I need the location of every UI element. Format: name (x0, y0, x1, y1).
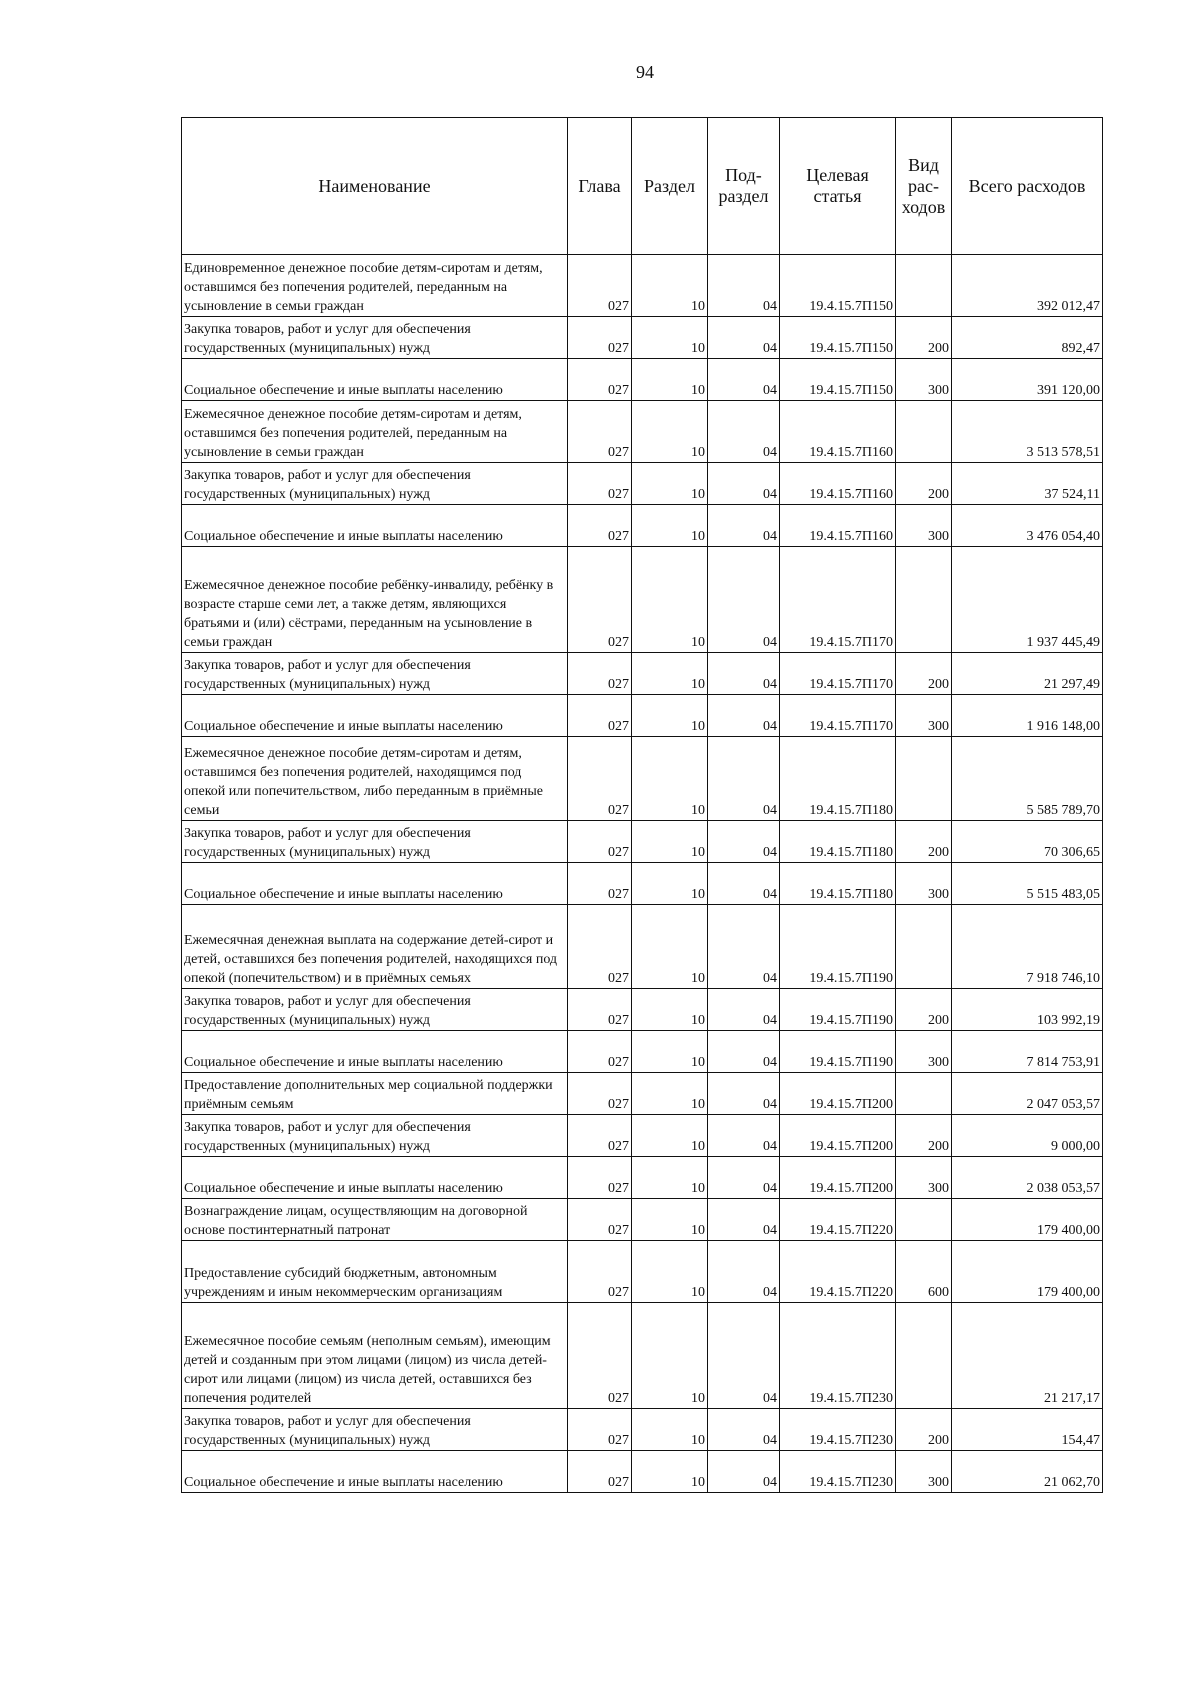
row-razdel: 10 (632, 1073, 708, 1115)
row-celevaya-statya: 19.4.15.7П150 (780, 317, 896, 359)
table-row (182, 1409, 1103, 1451)
row-name: Социальное обеспечение и иные выплаты населению (182, 505, 568, 547)
row-celevaya-statya: 19.4.15.7П160 (780, 505, 896, 547)
row-total: 7 814 753,91 (952, 1031, 1103, 1073)
row-total: 3 513 578,51 (952, 401, 1103, 463)
row-name: Социальное обеспечение и иные выплаты населению (182, 1451, 568, 1493)
row-vid-rashodov (896, 1303, 952, 1409)
row-podrazdel: 04 (708, 1031, 780, 1073)
row-total: 1 937 445,49 (952, 547, 1103, 653)
row-podrazdel: 04 (708, 737, 780, 821)
row-celevaya-statya: 19.4.15.7П160 (780, 463, 896, 505)
row-razdel: 10 (632, 401, 708, 463)
page-number: 94 (636, 62, 654, 82)
row-name: Закупка товаров, работ и услуг для обеспечения государственных (муниципальных) нужд (182, 653, 568, 695)
row-razdel: 10 (632, 317, 708, 359)
header-podrazdel: Под- раздел (708, 118, 780, 255)
row-podrazdel: 04 (708, 1073, 780, 1115)
row-vid-rashodov: 300 (896, 1157, 952, 1199)
row-podrazdel: 04 (708, 463, 780, 505)
row-vid-rashodov: 200 (896, 1409, 952, 1451)
row-glava: 027 (568, 359, 632, 401)
row-total: 2 047 053,57 (952, 1073, 1103, 1115)
row-vid-rashodov (896, 401, 952, 463)
row-name: Социальное обеспечение и иные выплаты населению (182, 1031, 568, 1073)
row-celevaya-statya: 19.4.15.7П170 (780, 547, 896, 653)
row-razdel: 10 (632, 695, 708, 737)
row-glava: 027 (568, 1451, 632, 1493)
row-celevaya-statya: 19.4.15.7П180 (780, 737, 896, 821)
row-razdel: 10 (632, 737, 708, 821)
row-razdel: 10 (632, 1031, 708, 1073)
header-name: Наименование (182, 118, 568, 255)
row-podrazdel: 04 (708, 1409, 780, 1451)
row-celevaya-statya: 19.4.15.7П150 (780, 255, 896, 317)
row-podrazdel: 04 (708, 1157, 780, 1199)
row-vid-rashodov: 200 (896, 317, 952, 359)
row-total: 7 918 746,10 (952, 905, 1103, 989)
row-razdel: 10 (632, 1303, 708, 1409)
row-celevaya-statya: 19.4.15.7П220 (780, 1199, 896, 1241)
row-name: Социальное обеспечение и иные выплаты населению (182, 695, 568, 737)
row-celevaya-statya: 19.4.15.7П160 (780, 401, 896, 463)
row-vid-rashodov: 200 (896, 989, 952, 1031)
row-total: 392 012,47 (952, 255, 1103, 317)
row-podrazdel: 04 (708, 547, 780, 653)
row-vid-rashodov: 200 (896, 653, 952, 695)
row-glava: 027 (568, 317, 632, 359)
table-row (182, 1157, 1103, 1199)
row-name: Предоставление субсидий бюджетным, автономным учреждениям и иным некоммерческим организациям (182, 1241, 568, 1303)
table-row (182, 317, 1103, 359)
row-razdel: 10 (632, 989, 708, 1031)
table-row (182, 1115, 1103, 1157)
row-vid-rashodov: 300 (896, 505, 952, 547)
row-name: Ежемесячная денежная выплата на содержание детей-сирот и детей, оставшихся без попечения родителей, находящихся под опекой (попечительством) и в приёмных семьях (182, 905, 568, 989)
row-razdel: 10 (632, 255, 708, 317)
row-name: Ежемесячное денежное пособие ребёнку-инвалиду, ребёнку в возрасте старше семи лет, а также детям, являющихся братьями и (или) сёстрами, переданным на усыновление в семьи граждан (182, 547, 568, 653)
row-total: 5 515 483,05 (952, 863, 1103, 905)
row-total: 2 038 053,57 (952, 1157, 1103, 1199)
row-podrazdel: 04 (708, 695, 780, 737)
expenditure-table (181, 117, 1103, 1493)
row-podrazdel: 04 (708, 1241, 780, 1303)
row-razdel: 10 (632, 505, 708, 547)
row-total: 5 585 789,70 (952, 737, 1103, 821)
row-razdel: 10 (632, 821, 708, 863)
row-celevaya-statya: 19.4.15.7П190 (780, 1031, 896, 1073)
row-glava: 027 (568, 255, 632, 317)
row-razdel: 10 (632, 1451, 708, 1493)
row-celevaya-statya: 19.4.15.7П190 (780, 989, 896, 1031)
row-vid-rashodov: 200 (896, 1115, 952, 1157)
row-glava: 027 (568, 653, 632, 695)
row-total: 179 400,00 (952, 1199, 1103, 1241)
row-podrazdel: 04 (708, 863, 780, 905)
row-podrazdel: 04 (708, 989, 780, 1031)
row-podrazdel: 04 (708, 905, 780, 989)
row-name: Закупка товаров, работ и услуг для обеспечения государственных (муниципальных) нужд (182, 1409, 568, 1451)
row-total: 9 000,00 (952, 1115, 1103, 1157)
table-row (182, 359, 1103, 401)
row-vid-rashodov: 300 (896, 695, 952, 737)
row-podrazdel: 04 (708, 1451, 780, 1493)
header-razdel: Раздел (632, 118, 708, 255)
row-razdel: 10 (632, 653, 708, 695)
table-row (182, 1199, 1103, 1241)
row-vid-rashodov (896, 737, 952, 821)
table-row (182, 1241, 1103, 1303)
row-podrazdel: 04 (708, 401, 780, 463)
row-name: Ежемесячное пособие семьям (неполным семьям), имеющим детей и созданным при этом лицами (лицом) из числа детей-сирот или лицами (лицом) из числа детей, оставшихся без попечения родителей (182, 1303, 568, 1409)
row-total: 21 217,17 (952, 1303, 1103, 1409)
row-podrazdel: 04 (708, 359, 780, 401)
row-glava: 027 (568, 989, 632, 1031)
row-glava: 027 (568, 695, 632, 737)
table-row (182, 989, 1103, 1031)
row-total: 21 062,70 (952, 1451, 1103, 1493)
row-name: Социальное обеспечение и иные выплаты населению (182, 863, 568, 905)
row-glava: 027 (568, 505, 632, 547)
table-row (182, 255, 1103, 317)
row-razdel: 10 (632, 1115, 708, 1157)
row-glava: 027 (568, 1031, 632, 1073)
row-total: 3 476 054,40 (952, 505, 1103, 547)
row-celevaya-statya: 19.4.15.7П200 (780, 1157, 896, 1199)
row-name: Вознаграждение лицам, осуществляющим на договорной основе постинтернатный патронат (182, 1199, 568, 1241)
header-celevaya-statya: Целевая статья (780, 118, 896, 255)
row-razdel: 10 (632, 359, 708, 401)
row-vid-rashodov (896, 905, 952, 989)
row-glava: 027 (568, 401, 632, 463)
row-name: Предоставление дополнительных мер социальной поддержки приёмным семьям (182, 1073, 568, 1115)
table-row (182, 695, 1103, 737)
table-header-row (182, 118, 1103, 255)
row-name: Социальное обеспечение и иные выплаты населению (182, 359, 568, 401)
row-razdel: 10 (632, 1241, 708, 1303)
row-podrazdel: 04 (708, 821, 780, 863)
row-vid-rashodov: 300 (896, 1451, 952, 1493)
row-vid-rashodov (896, 547, 952, 653)
row-celevaya-statya: 19.4.15.7П180 (780, 821, 896, 863)
row-name: Социальное обеспечение и иные выплаты населению (182, 1157, 568, 1199)
row-name: Закупка товаров, работ и услуг для обеспечения государственных (муниципальных) нужд (182, 317, 568, 359)
table-row (182, 401, 1103, 463)
table-row (182, 463, 1103, 505)
row-celevaya-statya: 19.4.15.7П230 (780, 1409, 896, 1451)
row-glava: 027 (568, 1115, 632, 1157)
row-total: 391 120,00 (952, 359, 1103, 401)
table-row (182, 505, 1103, 547)
row-celevaya-statya: 19.4.15.7П190 (780, 905, 896, 989)
row-podrazdel: 04 (708, 255, 780, 317)
table-row (182, 821, 1103, 863)
row-vid-rashodov: 300 (896, 1031, 952, 1073)
row-celevaya-statya: 19.4.15.7П170 (780, 653, 896, 695)
row-podrazdel: 04 (708, 505, 780, 547)
row-vid-rashodov: 200 (896, 821, 952, 863)
row-name: Закупка товаров, работ и услуг для обеспечения государственных (муниципальных) нужд (182, 1115, 568, 1157)
row-total: 1 916 148,00 (952, 695, 1103, 737)
row-total: 37 524,11 (952, 463, 1103, 505)
row-razdel: 10 (632, 1409, 708, 1451)
row-glava: 027 (568, 821, 632, 863)
row-total: 154,47 (952, 1409, 1103, 1451)
row-razdel: 10 (632, 863, 708, 905)
row-celevaya-statya: 19.4.15.7П150 (780, 359, 896, 401)
row-total: 892,47 (952, 317, 1103, 359)
row-glava: 027 (568, 547, 632, 653)
row-podrazdel: 04 (708, 1303, 780, 1409)
row-razdel: 10 (632, 1157, 708, 1199)
header-vid-rashodov: Вид рас- ходов (896, 118, 952, 255)
row-vid-rashodov: 600 (896, 1241, 952, 1303)
header-glava: Глава (568, 118, 632, 255)
row-podrazdel: 04 (708, 1199, 780, 1241)
row-glava: 027 (568, 905, 632, 989)
row-glava: 027 (568, 1199, 632, 1241)
table-row (182, 737, 1103, 821)
row-total: 21 297,49 (952, 653, 1103, 695)
table-body (182, 255, 1103, 1493)
table-row (182, 653, 1103, 695)
row-glava: 027 (568, 463, 632, 505)
row-celevaya-statya: 19.4.15.7П200 (780, 1073, 896, 1115)
row-name: Закупка товаров, работ и услуг для обеспечения государственных (муниципальных) нужд (182, 821, 568, 863)
row-celevaya-statya: 19.4.15.7П180 (780, 863, 896, 905)
row-vid-rashodov: 300 (896, 863, 952, 905)
row-vid-rashodov: 300 (896, 359, 952, 401)
table-row (182, 1303, 1103, 1409)
row-celevaya-statya: 19.4.15.7П230 (780, 1303, 896, 1409)
table-row (182, 1031, 1103, 1073)
header-total: Всего расходов (952, 118, 1103, 255)
row-glava: 027 (568, 863, 632, 905)
row-total: 70 306,65 (952, 821, 1103, 863)
row-name: Ежемесячное денежное пособие детям-сиротам и детям, оставшимся без попечения родителей, переданным на усыновление в семьи граждан (182, 401, 568, 463)
row-name: Закупка товаров, работ и услуг для обеспечения государственных (муниципальных) нужд (182, 989, 568, 1031)
row-razdel: 10 (632, 905, 708, 989)
row-glava: 027 (568, 1157, 632, 1199)
table-row (182, 547, 1103, 653)
row-razdel: 10 (632, 1199, 708, 1241)
row-name: Единовременное денежное пособие детям-сиротам и детям, оставшимся без попечения родителей, переданным на усыновление в семьи граждан (182, 255, 568, 317)
row-celevaya-statya: 19.4.15.7П230 (780, 1451, 896, 1493)
row-razdel: 10 (632, 463, 708, 505)
row-podrazdel: 04 (708, 317, 780, 359)
row-podrazdel: 04 (708, 653, 780, 695)
row-glava: 027 (568, 1409, 632, 1451)
table-row (182, 1073, 1103, 1115)
row-podrazdel: 04 (708, 1115, 780, 1157)
table-row (182, 1451, 1103, 1493)
table-row (182, 863, 1103, 905)
row-vid-rashodov (896, 1199, 952, 1241)
row-glava: 027 (568, 1303, 632, 1409)
row-name: Ежемесячное денежное пособие детям-сиротам и детям, оставшимся без попечения родителей, находящимся под опекой или попечительством, либо переданным в приёмные семьи (182, 737, 568, 821)
row-vid-rashodov (896, 1073, 952, 1115)
row-celevaya-statya: 19.4.15.7П170 (780, 695, 896, 737)
row-total: 179 400,00 (952, 1241, 1103, 1303)
row-celevaya-statya: 19.4.15.7П200 (780, 1115, 896, 1157)
row-vid-rashodov: 200 (896, 463, 952, 505)
row-vid-rashodov (896, 255, 952, 317)
row-razdel: 10 (632, 547, 708, 653)
row-glava: 027 (568, 1241, 632, 1303)
row-total: 103 992,19 (952, 989, 1103, 1031)
row-celevaya-statya: 19.4.15.7П220 (780, 1241, 896, 1303)
row-glava: 027 (568, 737, 632, 821)
row-glava: 027 (568, 1073, 632, 1115)
table-row (182, 905, 1103, 989)
row-name: Закупка товаров, работ и услуг для обеспечения государственных (муниципальных) нужд (182, 463, 568, 505)
